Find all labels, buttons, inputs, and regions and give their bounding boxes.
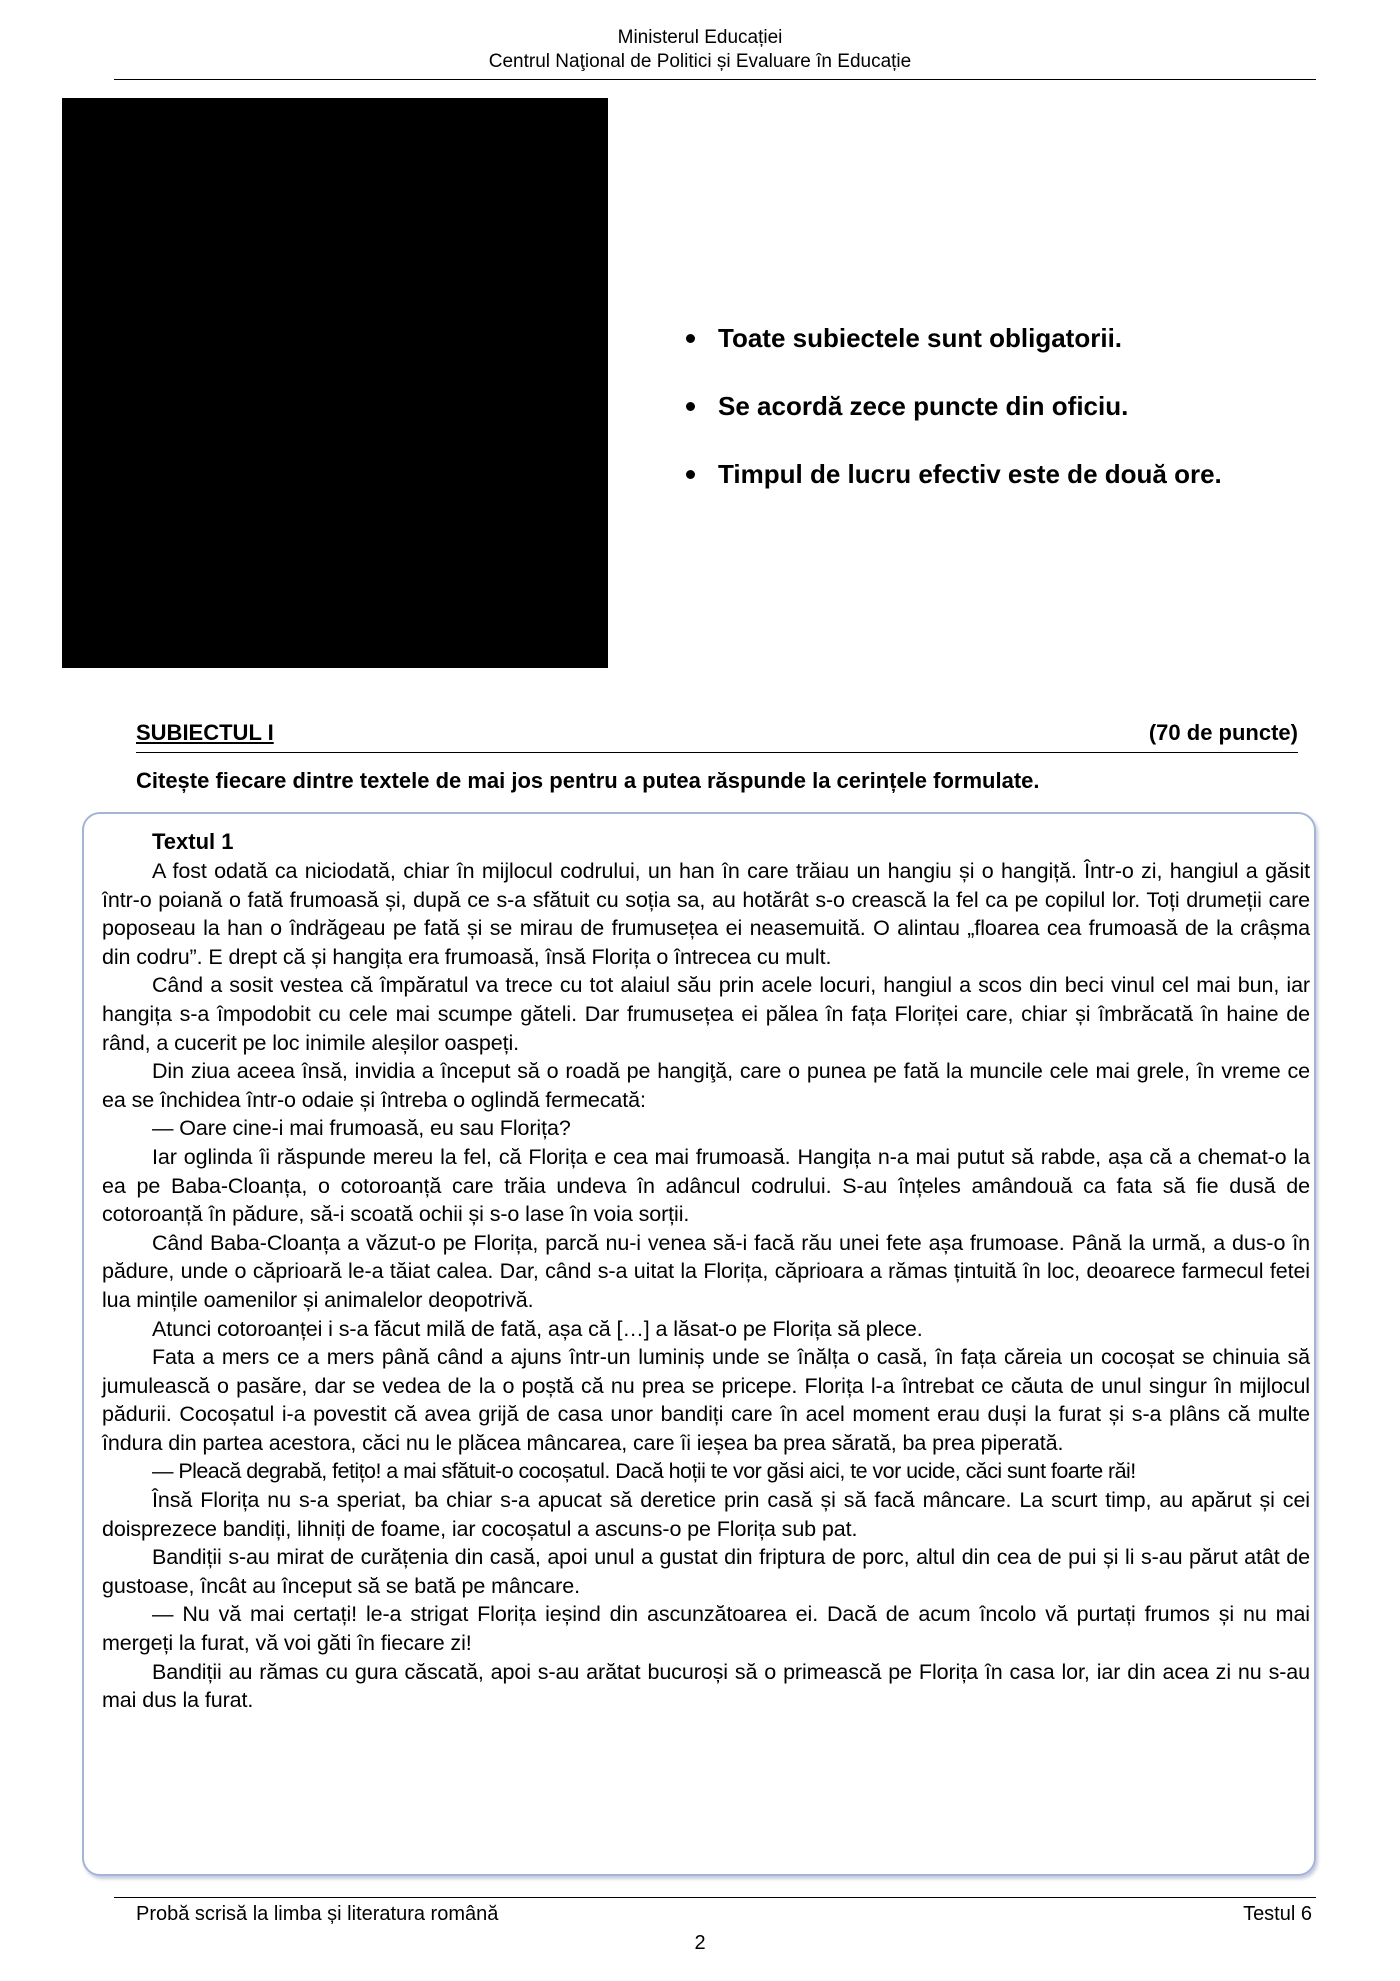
paragraph: — Pleacă degrabă, fetițo! a mai sfătuit-o cocoșatul. Dacă hoții te vor găsi aici, te vor ucide, căci sunt foarte răi! (152, 1459, 1136, 1484)
paragraph: — Nu vă mai certați! le-a strigat Florița ieșind din ascunzătoarea ei. Dacă de acum încolo vă purtați frumos și nu mai mergeți la furat, vă voi găti în fiecare zi! (102, 1602, 1310, 1656)
exam-rule: Timpul de lucru efectiv este de două ore. (684, 458, 1222, 490)
exam-rule: Toate subiectele sunt obligatorii. (684, 322, 1222, 354)
redacted-block (62, 98, 608, 668)
paragraph: Când a sosit vestea că împăratul va trece cu tot alaiul său prin acele locuri, hangiul a scos din beci vinul cel mai bun, iar hangița s-a împodobit cu cele mai scumpe găteli. Dar frumusețea ei pălea în fața Floriței care, chiar și îmbrăcată în haine de rând, a cucerit pe loc inimile aleșilor oaspeți. (102, 973, 1310, 1055)
center-name: Centrul Naţional de Politici și Evaluare în Educație (488, 51, 912, 72)
subject-heading (136, 720, 1298, 753)
footer-divider (114, 1897, 1316, 1898)
paragraph: Atunci cotoroanței i s-a făcut milă de fată, așa că […] a lăsat-o pe Florița să plece. (152, 1316, 923, 1341)
footer-test-number: Testul 6 (1243, 1903, 1312, 1925)
paragraph: Iar oglinda îi răspunde mereu la fel, că Florița e cea mai frumoasă. Hangița n-a mai putut să rabde, așa că a chemat-o la ea pe Baba-Cloanța, o cotoroanță care trăia undeva în adâncul codrului. S-au înțeles amândouă ca fata să fie dusă de cotoroanță în pădure, să-i scoată ochii și s-o lase în voia sorții. (102, 1144, 1310, 1227)
paragraph: Când Baba-Cloanța a văzut-o pe Florița, parcă nu-i venea să-i facă rău unei fete așa frumoase. Până la urmă, a dus-o în pădure, unde o căprioară le-a tăiat calea. Dar, când s-a uitat la Florița, căprioara a rămas țintuită în loc, deoarece farmecul fetei lua mințile oamenilor și animalelor deopotrivă. (102, 1230, 1310, 1312)
paragraph: A fost odată ca niciodată, chiar în mijlocul codrului, un han în care trăiau un hangiu și o hangiță. Într-o zi, hangiul a găsit într-o poiană o fată frumoasă și, după ce s-a sfătuit cu soția sa, au hotărât s-o crească la fel ca pe copilul lor. Toți drumeții care poposeau la han o îndrăgeau pe fată și se mirau de frumusețea ei neasemuită. O alintau „floarea cea frumoasă de la crâșma din codru”. E drept că și hangița era frumoasă, însă Florița o întrecea cu mult. (102, 859, 1310, 969)
paragraph: Bandiții au rămas cu gura căscată, apoi s-au arătat bucuroși să o primească pe Florița în casa lor, iar din acea zi nu s-au mai dus la furat. (102, 1659, 1310, 1713)
footer-exam-name: Probă scrisă la limba și literatura română (136, 1903, 499, 1925)
instruction-text: Citește fiecare dintre textele de mai jos pentru a putea răspunde la cerințele formulate. (136, 768, 1040, 793)
paragraph: Fata a mers ce a mers până când a ajuns într-un luminiș unde se înălța o casă, în fața căreia un cocoșat se chinuia să jumulească o pasăre, dar se vedea de la o poștă că nu prea se pricepe. Florița l-a întrebat ce căuta de unul singur în mijlocul pădurii. Cocoșatul i-a povestit că avea grijă de casa unor bandiți care în acel moment erau duși la furat și s-a plâns că multe îndura din partea acestora, căci nu le plăcea mâncarea, care îi ieșea ba prea sărată, ba prea piperată. (102, 1345, 1310, 1455)
page-number: 2 (694, 1932, 706, 1954)
subject-title: SUBIECTUL I (136, 720, 274, 745)
text-title: Textul 1 (152, 829, 234, 854)
subject-points: (70 de puncte) (1148, 720, 1298, 745)
paragraph: Din ziua aceea însă, invidia a început să o roadă pe hangiţă, care o punea pe fată la muncile cele mai grele, în vreme ce ea se închidea într-o odaie și întreba o oglindă fermecată: (102, 1059, 1310, 1112)
exam-rules-list (684, 322, 1222, 526)
ministry-name: Ministerul Educației (617, 27, 783, 48)
text-body (102, 857, 1310, 1715)
header-divider (114, 79, 1316, 80)
paragraph: Bandiții s-au mirat de curățenia din casă, apoi unul a gustat din friptura de porc, altul din cea de pui și li s-au părut atât de gustoase, încât au început să se bată pe mâncare. (102, 1545, 1310, 1598)
paragraph: Însă Florița nu s-a speriat, ba chiar s-a apucat să deretice prin casă și să facă mâncare. La scurt timp, au apărut și cei doisprezece bandiți, lihniți de foame, iar cocoșatul a ascuns-o pe Florița sub pat. (102, 1488, 1310, 1541)
paragraph: — Oare cine-i mai frumoasă, eu sau Florița? (152, 1116, 571, 1141)
page-header (0, 26, 1400, 74)
exam-rule: Se acordă zece puncte din oficiu. (684, 390, 1222, 422)
